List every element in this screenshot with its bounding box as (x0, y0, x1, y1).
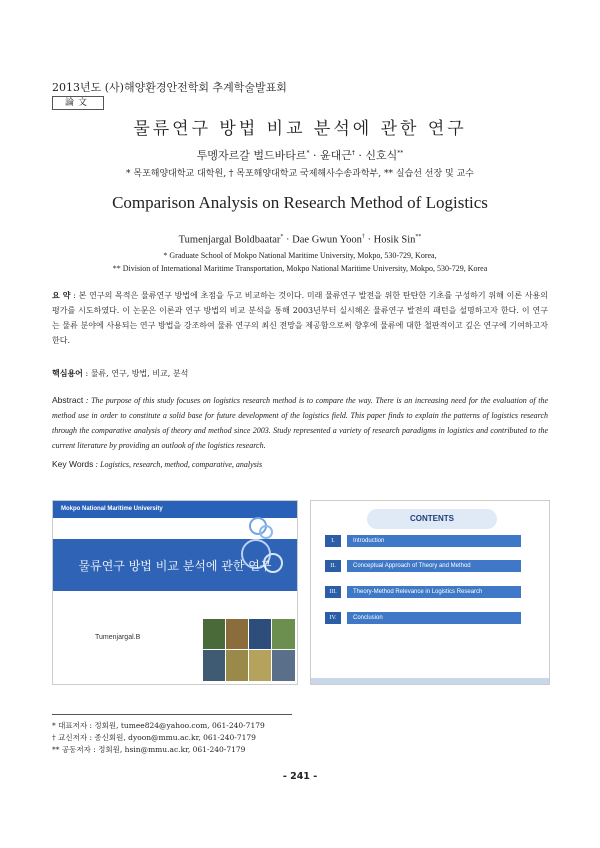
english-keywords-label: Key Words (52, 459, 94, 469)
english-abstract (52, 393, 548, 453)
author-mark: * (280, 234, 284, 240)
english-authors (0, 234, 600, 246)
footnote-divider (52, 714, 292, 715)
contents-item (325, 612, 521, 624)
author-name: 투멩자르갈 벌드바타르 (196, 149, 307, 162)
footnote-lead-author: * 대표저자 : 정회원, tumee824@yahoo.com, 061-240-7179 (52, 721, 265, 730)
contents-item-label: Conclusion (347, 612, 521, 624)
english-keywords (52, 459, 262, 469)
author-mark: * (306, 149, 310, 157)
author-separator: · (283, 234, 293, 246)
contents-slide-image (310, 500, 550, 685)
author-mark: † (361, 234, 365, 240)
korean-authors (0, 147, 600, 163)
author-mark: † (351, 149, 355, 157)
korean-title: 물류연구 방법 비교 분석에 관한 연구 (133, 119, 467, 139)
korean-abstract (52, 288, 548, 348)
photo-collage-icon (203, 619, 295, 681)
author-separator: · (309, 149, 320, 162)
contents-item (325, 535, 521, 547)
english-keywords-text: : Logistics, research, method, comparative, analysis (95, 460, 263, 469)
title-slide-image (52, 500, 298, 685)
decor-circle-icon (259, 525, 273, 539)
contents-item-number: II. (325, 560, 341, 572)
author-name: 신호식 (365, 149, 398, 162)
contents-item-number: I. (325, 535, 341, 547)
author-name: 윤대근 (319, 149, 352, 162)
slide-author: Tumenjargal.B (95, 634, 141, 641)
contents-item (325, 560, 521, 572)
contents-item-label: Introduction (347, 535, 521, 547)
contents-item-number: IV. (325, 612, 341, 624)
contents-item-number: III. (325, 586, 341, 598)
page-number: - 241 - (282, 771, 318, 782)
slide-footer-band (311, 678, 549, 684)
korean-abstract-label: 요 약 (52, 291, 71, 300)
author-mark: ** (415, 234, 422, 240)
korean-keywords-label: 핵심용어 (52, 369, 83, 378)
korean-keywords-text: : 물류, 연구, 방법, 비교, 분석 (85, 369, 189, 378)
english-abstract-label: Abstract (52, 395, 84, 405)
author-separator: · (364, 234, 374, 246)
english-title: Comparison Analysis on Research Method of Logistics (112, 193, 488, 212)
author-name: Dae Gwun Yoon (292, 234, 362, 246)
contents-item-label: Conceptual Approach of Theory and Method (347, 560, 521, 572)
paper-type-tag: 論文 (52, 96, 104, 110)
english-affiliation-1: * Graduate School of Mokpo National Maritime University, Mokpo, 530-729, Korea, (163, 251, 437, 260)
english-abstract-text: : The purpose of this study focuses on logistics research method is to compare the way. There is an increasing need for the evaluation of the method use in order to constitute a solid base for future development of the logistics field. This paper finds to explain the patterns of logistics research through the comparative analysis of theory and method since 2003. Study represented a variety of research paradigms in logistics and contributed to the current literature by providing an outlook of the logistics research. (52, 396, 549, 450)
contents-item-label: Theory-Method Relevance in Logistics Research (347, 586, 521, 598)
slide-title: 물류연구 방법 비교 분석에 관한 연구 (78, 559, 272, 573)
author-mark: ** (397, 149, 404, 157)
contents-heading: CONTENTS (367, 509, 497, 529)
korean-keywords (52, 366, 548, 381)
korean-abstract-text: : 본 연구의 목적은 물류연구 방법에 초점을 두고 비교하는 것이다. 미래 물류연구 발전을 위한 탄탄한 기초를 구성하기 위해 이론 사용의 평가를 시도하였다. 이 논문은 이론과 연구 방법의 비교 분석을 통해 2003년부터 실시해온 물류연구 발전의 패턴을 설명하고자 한다. 이 연구는 물류 분야에 사용되는 연구 방법을 강조하여 물류 연구의 최신 전망을 제공함으로써 향후에 물류에 대한 철판적이고 깊은 연구에 기여하고자 한다. (52, 291, 548, 345)
conference-header: 2013년도 (사)해양환경안전학회 추계학술발표회 (52, 81, 287, 94)
korean-affiliations: * 목포해양대학교 대학원, † 목포해양대학교 국제해사수송과학부, ** 실습선 선장 및 교수 (126, 169, 474, 179)
author-name: Hosik Sin (373, 234, 416, 246)
footnote-co-author: ** 공동저자 : 정회원, hsin@mmu.ac.kr, 061-240-7179 (52, 745, 246, 754)
footnote-corresponding-author: † 교신저자 : 종신회원, dyoon@mmu.ac.kr, 061-240-7179 (52, 733, 256, 742)
contents-item (325, 586, 521, 598)
slide-university: Mokpo National Maritime University (53, 501, 297, 518)
author-separator: · (354, 149, 366, 162)
author-name: Tumenjargal Boldbaatar (178, 234, 281, 246)
english-affiliation-2: ** Division of International Maritime Transportation, Mokpo National Maritime University, Mokpo, 530-729, Korea (112, 264, 488, 273)
